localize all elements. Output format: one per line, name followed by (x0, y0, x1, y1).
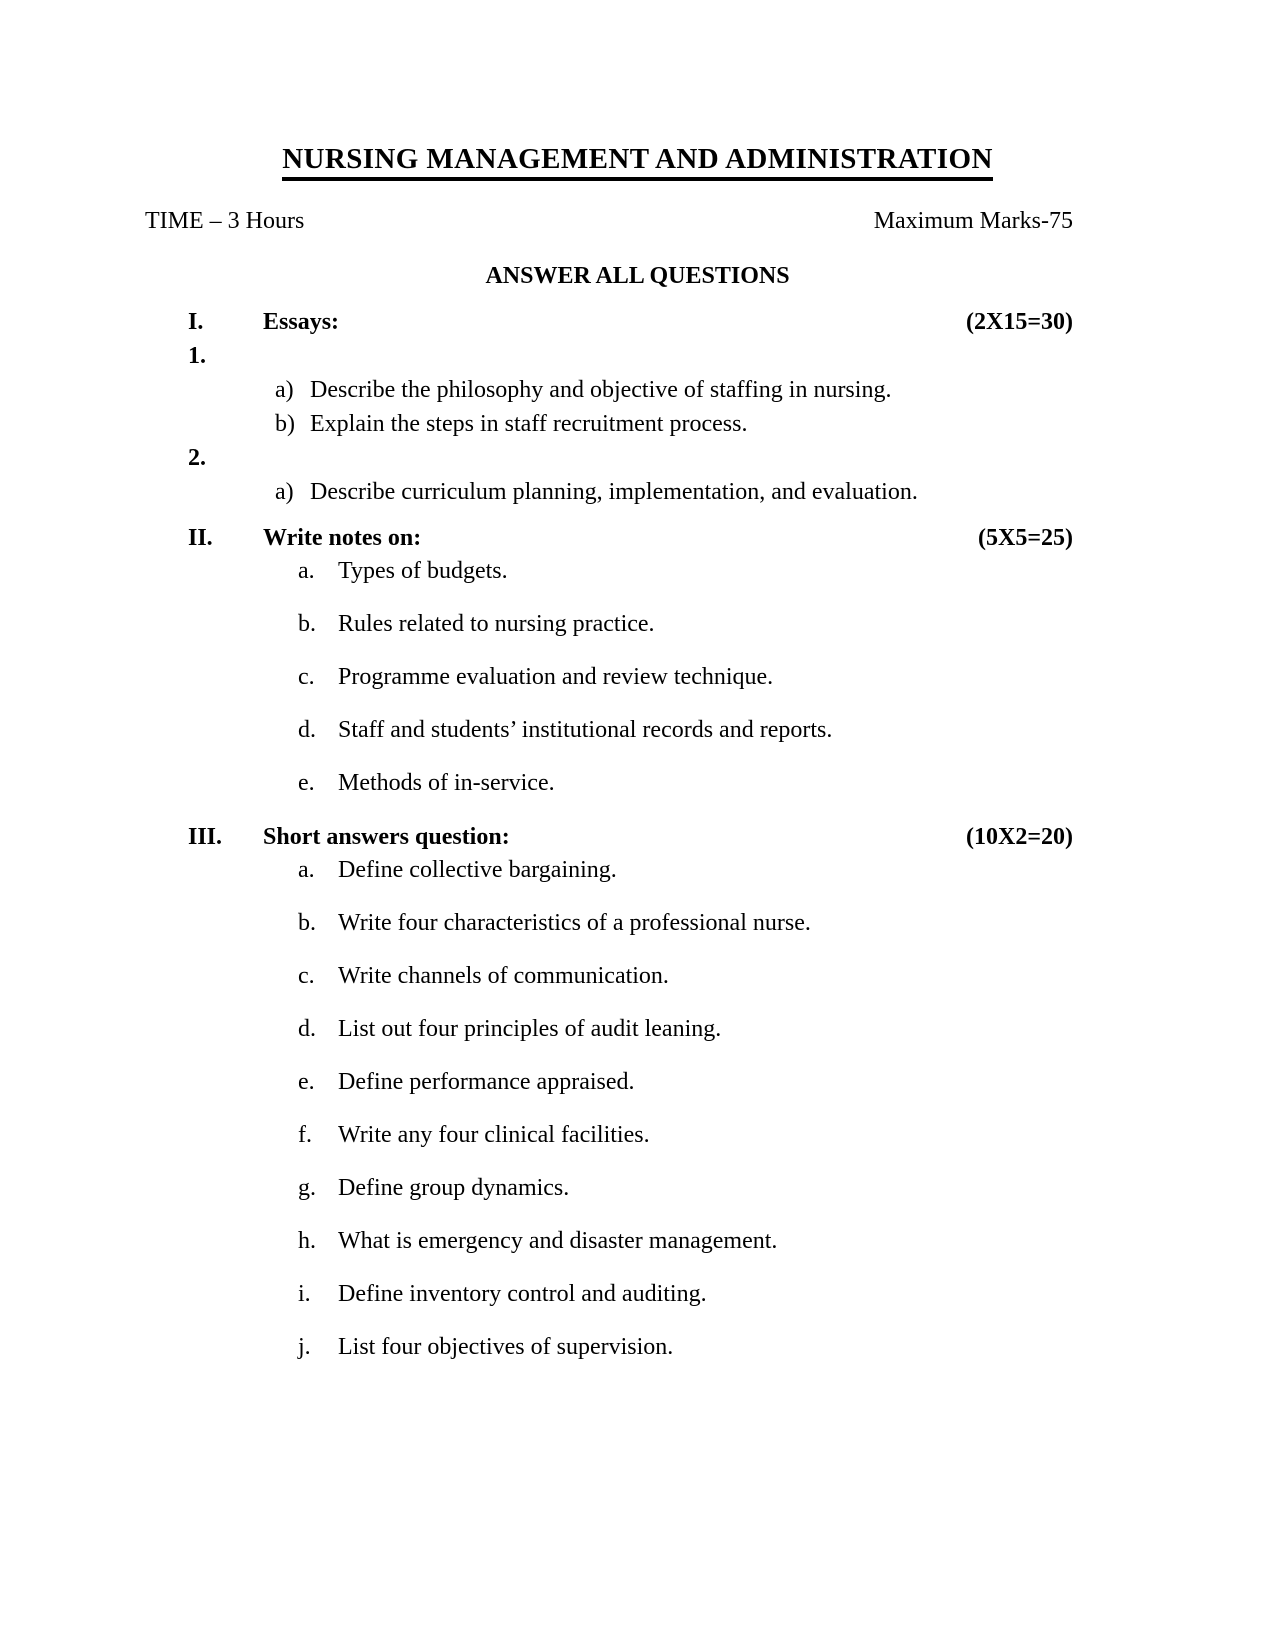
answer-instruction: ANSWER ALL QUESTIONS (485, 263, 790, 289)
item-marker: b. (298, 910, 316, 936)
question-item (145, 767, 1073, 800)
section-notes-heading (145, 521, 1073, 555)
item-marker: c. (298, 963, 315, 989)
item-marker: c. (298, 664, 315, 690)
item-marker: b. (298, 611, 316, 637)
item-marker: h. (298, 1228, 316, 1254)
item-text: Explain the steps in staff recruitment process. (310, 411, 748, 437)
question-item (145, 1278, 1073, 1311)
section-label: Essays: (263, 309, 340, 335)
item-marker: b) (275, 411, 295, 437)
item-marker: a. (298, 558, 315, 584)
question-item (145, 661, 1073, 694)
meta-row (145, 207, 1073, 235)
question-item (145, 1225, 1073, 1258)
item-marker: a) (275, 479, 294, 505)
item-marker: e. (298, 770, 315, 796)
item-text: Staff and students’ institutional records and reports. (338, 717, 833, 743)
section-short-answers-heading (145, 820, 1073, 854)
item-text: Methods of in-service. (338, 770, 555, 796)
item-text: Types of budgets. (338, 558, 508, 584)
question-item (145, 475, 1073, 509)
item-text: Define performance appraised. (338, 1069, 635, 1095)
section-numeral: III. (188, 824, 223, 850)
page-title: NURSING MANAGEMENT AND ADMINISTRATION (282, 143, 993, 181)
max-marks-label: Maximum Marks-75 (873, 208, 1073, 234)
item-text: List out four principles of audit leaning. (338, 1016, 722, 1042)
question-item (145, 555, 1073, 588)
item-text: Write four characteristics of a professional nurse. (338, 910, 811, 936)
item-text: Define collective bargaining. (338, 857, 617, 883)
title-row (0, 0, 1275, 181)
question-item (145, 1066, 1073, 1099)
section-label: Write notes on: (263, 525, 422, 551)
section-label: Short answers question: (263, 824, 510, 850)
question-item (145, 407, 1073, 441)
item-text: Define group dynamics. (338, 1175, 570, 1201)
item-text: Programme evaluation and review technique. (338, 664, 774, 690)
item-marker: a) (275, 377, 294, 403)
section-marks: (10X2=20) (966, 824, 1073, 850)
question-item (145, 960, 1073, 993)
time-label: TIME – 3 Hours (145, 208, 305, 234)
section-essays-heading (145, 305, 1073, 339)
question-item (145, 373, 1073, 407)
question-group-number: 2. (188, 445, 206, 471)
item-marker: a. (298, 857, 315, 883)
item-text: Define inventory control and auditing. (338, 1281, 707, 1307)
item-marker: e. (298, 1069, 315, 1095)
question-item (145, 714, 1073, 747)
section-marks: (5X5=25) (978, 525, 1073, 551)
question-item (145, 1172, 1073, 1205)
item-text: Write channels of communication. (338, 963, 669, 989)
section-numeral: II. (188, 525, 213, 551)
item-text: Write any four clinical facilities. (338, 1122, 650, 1148)
item-marker: i. (298, 1281, 311, 1307)
item-marker: f. (298, 1122, 312, 1148)
item-text: List four objectives of supervision. (338, 1334, 674, 1360)
item-text: Describe curriculum planning, implementation, and evaluation. (310, 479, 918, 505)
question-item (145, 1119, 1073, 1152)
item-marker: d. (298, 717, 316, 743)
item-text: Rules related to nursing practice. (338, 611, 655, 637)
question-item (145, 608, 1073, 641)
section-numeral: I. (188, 309, 204, 335)
item-text: Describe the philosophy and objective of staffing in nursing. (310, 377, 892, 403)
question-item (145, 854, 1073, 887)
item-marker: g. (298, 1175, 316, 1201)
question-item (145, 1013, 1073, 1046)
item-marker: d. (298, 1016, 316, 1042)
question-item (145, 907, 1073, 940)
item-text: What is emergency and disaster management. (338, 1228, 778, 1254)
section-marks: (2X15=30) (966, 309, 1073, 335)
item-marker: j. (298, 1334, 311, 1360)
question-group-number: 1. (188, 343, 206, 369)
question-item (145, 1331, 1073, 1364)
